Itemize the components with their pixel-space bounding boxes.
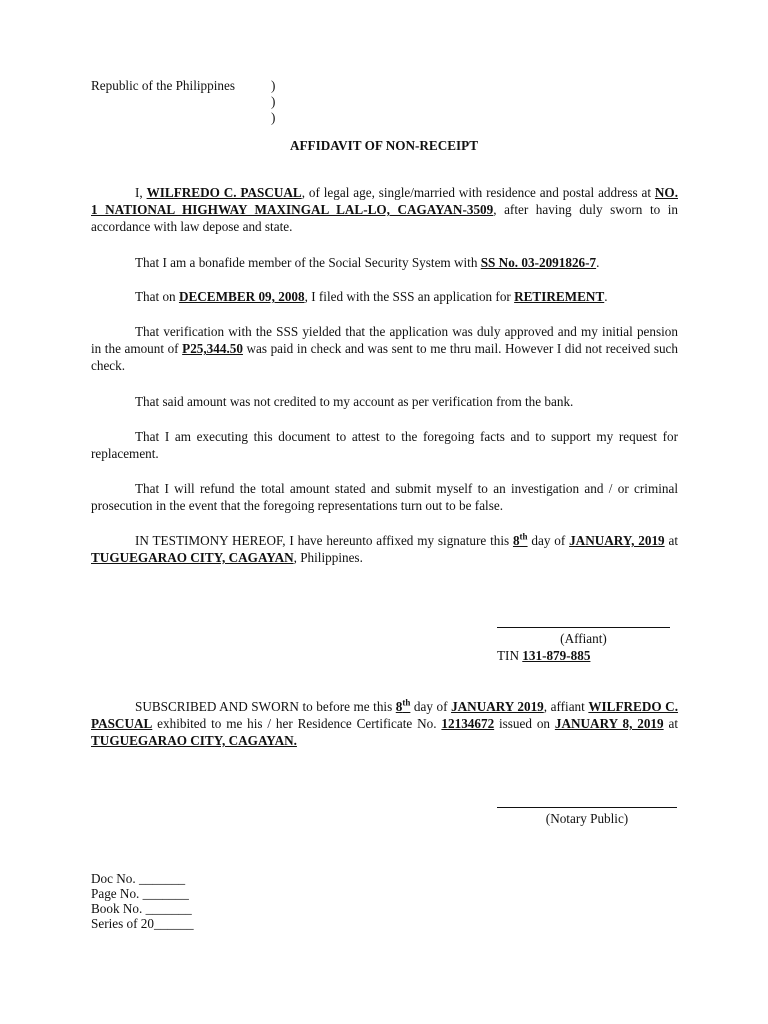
notary-signature-line (497, 807, 677, 808)
notary-label: (Notary Public) (545, 811, 629, 826)
caption-paren: ) (271, 94, 276, 109)
paragraph-membership: That I am a bonafide member of the Social Security System with SS No. 03-2091826-7. (135, 255, 600, 270)
page-number: Page No. _______ (91, 886, 189, 901)
application-type: RETIREMENT (514, 289, 605, 304)
paragraph-not-credited: That said amount was not credited to my account as per verification from the bank. (135, 394, 574, 409)
jurat-day: 8th (395, 697, 411, 714)
testimony-month: JANUARY, 2019 (569, 533, 665, 548)
affiant-tin: TIN 131-879-885 (497, 648, 591, 663)
issue-date: JANUARY 8, 2019 (554, 716, 664, 731)
issue-place: TUGUEGARAO CITY, CAGAYAN. (91, 733, 297, 748)
paragraph-purpose: That I am executing this document to attest to the foregoing facts and to support my request for replacement. (91, 429, 678, 461)
country-label: Republic of the Philippines (91, 78, 235, 93)
affiant-name: WILFREDO C. PASCUAL (146, 185, 302, 200)
series-year: Series of 20______ (91, 916, 194, 931)
jurat-affiant-name: WILFREDO C. PASCUAL (91, 699, 679, 731)
pension-amount: P25,344.50 (182, 341, 243, 356)
paragraph-refund: That I will refund the total amount stated and submit myself to an investigation and / or criminal prosecution in the event that the foregoing representations turn out to be false. (91, 481, 678, 513)
application-date: DECEMBER 09, 2008 (178, 289, 305, 304)
caption-paren: ) (271, 110, 276, 125)
affiant-label: (Affiant) (560, 631, 607, 646)
residence-certificate-number: 12134672 (441, 716, 495, 731)
caption (91, 78, 275, 126)
caption-paren: ) (271, 78, 276, 93)
ss-number: SS No. 03-2091826-7 (480, 255, 597, 270)
affiant-signature-line (497, 627, 670, 628)
jurat-month: JANUARY 2019 (451, 699, 544, 714)
paragraph-application: That on DECEMBER 09, 2008, I filed with the SSS an application for RETIREMENT. (135, 289, 608, 304)
doc-number: Doc No. _______ (91, 871, 186, 886)
paragraph-identity: I, WILFREDO C. PASCUAL, of legal age, single/married with residence and postal address at NO. 1 NATIONAL HIGHWAY MAXINGAL LAL-LO, CAGAYAN-3509, after having duly sworn to in accordance with law depose and state. (91, 185, 678, 234)
document-title: AFFIDAVIT OF NON-RECEIPT (289, 138, 479, 153)
notarial-register (91, 871, 194, 931)
paragraph-verification: That verification with the SSS yielded that the application was duly approved and my initial pension in the amount of P25,344.50 was paid in check and was sent to me thru mail. However I did not received such check. (91, 324, 678, 373)
paragraph-jurat: SUBSCRIBED AND SWORN to before me this 8th day of JANUARY 2019, affiant WILFREDO C. PASCUAL exhibited to me his / her Residence Certificate No. 12134672 issued on JANUARY 8, 2019 at TUGUEGARAO CITY, CAGAYAN. (91, 697, 679, 748)
affiant-address: NO. 1 NATIONAL HIGHWAY MAXINGAL LAL-LO, CAGAYAN-3509 (91, 185, 678, 217)
testimony-place: TUGUEGARAO CITY, CAGAYAN (91, 550, 294, 565)
tin-number: 131-879-885 (522, 648, 591, 663)
testimony-day: 8th (512, 531, 528, 548)
book-number: Book No. _______ (91, 901, 192, 916)
paragraph-testimony: IN TESTIMONY HEREOF, I have hereunto affixed my signature this 8th day of JANUARY, 2019 at TUGUEGARAO CITY, CAGAYAN, Philippines. (91, 531, 678, 565)
